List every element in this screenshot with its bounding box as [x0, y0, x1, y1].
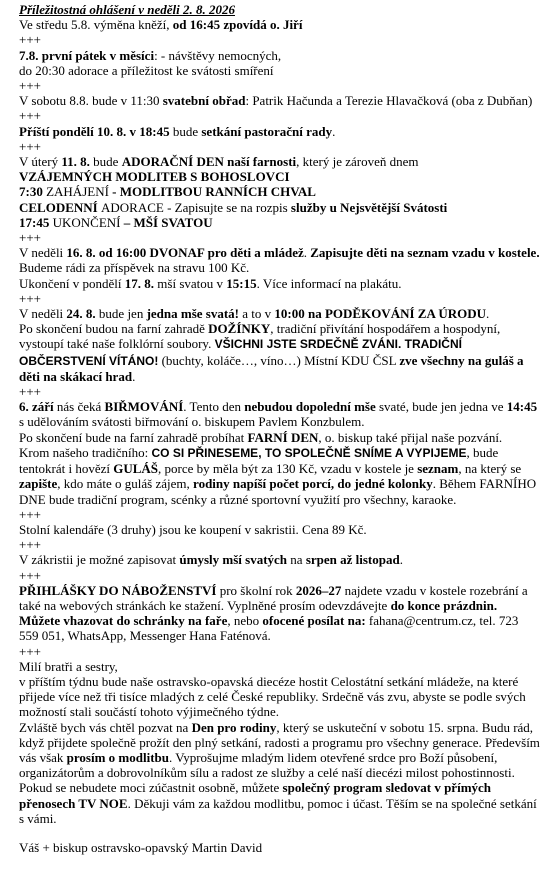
separator: +++	[19, 230, 41, 246]
text-run: 11. 8.	[61, 154, 90, 170]
text-run: od 16:45 zpovídá o. Jiří	[172, 17, 303, 33]
separator: +++	[19, 384, 41, 400]
text-run: , na který se	[458, 461, 522, 477]
text-run: 10:00 na PODĚKOVÁNÍ ZA ÚRODU	[274, 306, 487, 322]
text-run: seznam	[417, 461, 459, 477]
text-run: 16. 8. od 16:00 DVONAF pro děti a mládež	[66, 245, 304, 261]
text-run: svaté, bude jen jedna ve	[375, 399, 507, 415]
separator: +++	[19, 290, 41, 306]
text-run: .	[399, 552, 403, 568]
text-run: bude	[169, 123, 202, 139]
text-run: a to v	[239, 306, 275, 322]
text-run: zve všechny na guláš a děti na skákací hrad	[19, 352, 524, 384]
text-run: bude jen	[95, 306, 147, 322]
paragraph-calendars	[19, 522, 540, 537]
text-run: fahana@centrum.cz, tel. 723 559 051, WhatsApp, Messenger Hana Faténová.	[19, 613, 519, 644]
text-run: 17:45	[19, 214, 53, 230]
text-run: . Více informací na plakátu.	[256, 275, 402, 291]
text-run: nebudou dopolední mše	[244, 399, 376, 415]
text-run: – MŠÍ SVATOU	[120, 214, 213, 230]
text-run: FARNÍ DEN	[247, 429, 319, 445]
paragraph-dvonaf	[19, 245, 540, 291]
text-run: UKONČENÍ	[52, 214, 121, 230]
separator: +++	[19, 506, 41, 522]
text-run: 14:45	[506, 399, 538, 415]
separator: +++	[19, 32, 41, 48]
text-run: Příští pondělí 10. 8. v 18:45	[19, 123, 170, 139]
text-run: 7:30	[19, 184, 47, 200]
paragraph-adoration-day	[19, 154, 540, 230]
text-run: 17. 8.	[124, 275, 155, 291]
text-run: . Děkuji vám za každou modlitbu, pomoc i účast. Těším se na společné setkání s vámi.	[19, 795, 537, 826]
text-run: do konce prázdnin.	[390, 597, 498, 613]
text-run: pro školní rok	[216, 582, 296, 598]
letter-greeting: Milí bratři a sestry,	[19, 658, 118, 674]
paragraph-pastoral-council	[19, 124, 540, 139]
text-run: Po skončení budou na farní zahradě	[19, 321, 209, 337]
text-run: ADORAČNÍ DEN naší farnosti	[121, 154, 297, 170]
text-run: GULÁŠ	[113, 461, 159, 477]
text-run: mší svatou v	[154, 275, 227, 291]
text-run: .	[486, 306, 490, 322]
paragraph-mass-intentions	[19, 552, 540, 567]
letter-paragraph-youth-meeting: v příštím týdnu bude naše ostravsko-opavská diecéze hostit Celostátní setkání mládeže, na které přijede více než tři tisíce mladých z celé České republiky. Srdečně vás zvu, abyste se podle svých možností stali součástí tohoto výjimečného týdne.	[19, 673, 526, 720]
separator: +++	[19, 108, 41, 124]
text-run: Budeme rádi za příspěvek na stravu 100 Kč.	[19, 260, 250, 276]
text-run: , který se uskuteční v sobotu 15. srpna. Budu rád, když přijdete společně prožít den plný setkání, radosti a programu pro všechny generace. Především vás však	[19, 719, 540, 765]
text-run: Příležitostná ohlášení v neděli 2. 8. 2026	[19, 2, 235, 17]
text-run: VŠICHNI JSTE SRDEČNĚ ZVÁNI. TRADIČNÍ OBČERSTVENÍ VÍTÁNO!	[19, 337, 462, 368]
text-run: 15:15	[226, 275, 257, 291]
text-run: , porce by měla být za 130 Kč, vzadu v kostele je	[158, 461, 418, 477]
paragraph-first-friday	[19, 48, 540, 78]
text-run: s udělováním svátosti biřmování o. biskupem Pavlem Konzbulem.	[19, 414, 365, 430]
text-run: CO SI PŘINESEME, TO SPOLEČNĚ SNÍME A VYPIJEME	[151, 445, 467, 460]
text-run: rodiny napíší počet porcí, do jedné kolonky	[193, 476, 433, 492]
separator: +++	[19, 78, 41, 94]
paragraph-priest-exchange	[19, 17, 540, 32]
text-run: PŘIHLÁŠKY DO NÁBOŽENSTVÍ	[19, 582, 217, 598]
text-run: : - návštěvy nemocných,	[154, 47, 282, 63]
text-run: V úterý	[19, 154, 62, 170]
text-run: prosím o modlitbu	[66, 749, 170, 765]
text-run: Den pro rodiny	[191, 719, 277, 735]
text-run: , tradiční přivítání hospodářem a hospodyní, vystoupí také naše folklórní soubory.	[19, 321, 501, 352]
text-run: úmysly mší svatých	[179, 552, 288, 568]
separator: +++	[19, 643, 41, 659]
text-run: - MODLITBOU RANNÍCH CHVAL	[108, 184, 316, 200]
text-run: (buchty, koláče…, víno…) Místní KDU ČSL	[158, 352, 400, 368]
text-run: najdete vzadu v kostele rozebrání a také na webových stránkách ke stažení. Vyplněné prosím odevzdávejte	[19, 582, 528, 613]
text-run: jedna mše svatá!	[146, 306, 240, 322]
text-run: : Patrik Hačunda a Terezie Hlavačková (oba z Dubňan)	[245, 93, 533, 109]
text-run: , bude tentokrát i hovězí	[19, 444, 499, 477]
text-run: Krom našeho tradičního:	[19, 444, 152, 460]
text-run: 6. září	[19, 399, 54, 415]
text-run: 2026–27	[295, 582, 342, 598]
text-run: služby u Nejsvětější Svátosti	[290, 199, 448, 215]
text-run: bude	[89, 154, 122, 170]
text-run: nás čeká	[53, 399, 105, 415]
text-run: srpen až listopad	[305, 552, 400, 568]
text-run: , který je zároveň dnem	[296, 154, 419, 170]
text-run: Zapisujte děti na seznam vzadu v kostele.	[310, 245, 540, 261]
separator: +++	[19, 567, 41, 583]
text-run: ofocené posílat na:	[262, 613, 366, 629]
text-run: BIŘMOVÁNÍ	[104, 399, 184, 415]
text-run: Ve středu 5.8. výměna kněží,	[19, 17, 173, 33]
text-run: Zvláště bych vás chtěl pozvat na	[19, 719, 192, 735]
text-run: , kdo máte o guláš zájem,	[57, 476, 194, 492]
letter-paragraph-family-day	[19, 720, 540, 826]
text-run: V neděli	[19, 306, 67, 322]
text-run: Můžete vhazovat do schránky na faře	[19, 613, 228, 629]
paragraph-harvest-festival	[19, 306, 540, 384]
text-run: .	[132, 368, 136, 384]
text-run: .	[332, 123, 336, 139]
paragraph-confirmation	[19, 399, 540, 506]
text-run: . Tento den	[183, 399, 245, 415]
document-title	[19, 2, 540, 17]
text-run: svatební obřad	[162, 93, 246, 109]
text-run: Ukončení v pondělí	[19, 275, 125, 291]
text-run: CELODENNÍ	[19, 199, 101, 215]
text-run: - Zapisujte se na rozpis	[163, 199, 291, 215]
text-run: . Během FARNÍHO DNE bude tradiční program, scénky a různé sportovní využití pro všechny, karaoke.	[19, 476, 537, 507]
text-run: 24. 8.	[66, 306, 96, 322]
paragraph-wedding	[19, 93, 540, 108]
text-run: Po skončení bude na farní zahradě probíhat	[19, 429, 248, 445]
text-run: do 20:30 adorace a příležitost ke svátosti smíření	[19, 62, 274, 78]
separator: +++	[19, 138, 41, 154]
text-run: V sobotu 8.8. bude v 11:30	[19, 93, 163, 109]
paragraph-religion-enrollment	[19, 583, 540, 644]
text-run: DOŽÍNKY	[208, 321, 271, 337]
text-run: . Vyprošujme mladým lidem otevřené srdce pro Boží působení, organizátorům a dobrovolníkům sílu a radost ze služby a celé naší diecézi milost pohostinnosti. Pokud se nebudete moci zúčastnit osobně, můžete	[19, 749, 515, 796]
text-run: , o. biskup také přijal naše pozvání.	[318, 429, 503, 445]
separator: +++	[19, 537, 41, 553]
signature-spacer	[19, 826, 540, 840]
text-run: V zákristii je možné zapisovat	[19, 552, 180, 568]
text-run: Stolní kalendáře (3 druhy) jsou ke koupení v sakristii. Cena 89 Kč.	[19, 521, 367, 537]
text-run: 7.8. první pátek v měsíci	[19, 47, 155, 63]
text-run: setkání pastorační rady	[201, 123, 333, 139]
text-run: na	[287, 552, 306, 568]
text-run: zapište	[19, 476, 58, 492]
text-run: .	[303, 245, 311, 261]
text-run: VZÁJEMNÝCH MODLITEB S BOHOSLOVCI	[19, 169, 290, 185]
text-run: společný program sledovat v přímých přenosech TV NOE	[19, 780, 492, 811]
text-run: ADORACE	[101, 199, 164, 215]
letter-signature: Váš + biskup ostravsko-opavský Martin David	[19, 839, 263, 855]
text-run: , nebo	[227, 613, 263, 629]
text-run: ZAHÁJENÍ	[46, 184, 109, 200]
text-run: V neděli	[19, 245, 67, 261]
